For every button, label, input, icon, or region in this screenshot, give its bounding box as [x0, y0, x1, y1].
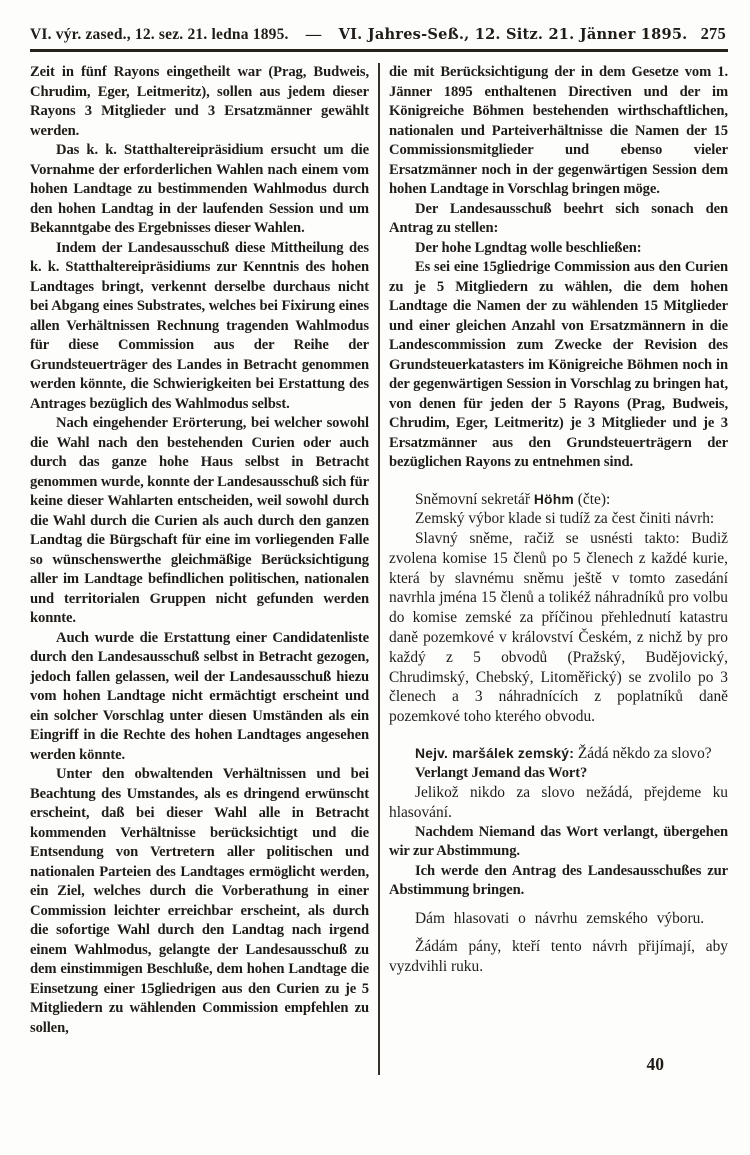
header-page-number: 275 [700, 24, 726, 43]
paragraph-german: Zeit in fünf Rayons eingetheilt war (Prag, Budweis, Chrudim, Eger, Leitmeritz), sollen aus jedem dieser Rayons 3 Mitglieder und 3 Ersatzmänner gewählt werden. [30, 64, 369, 139]
right-column [380, 63, 728, 1087]
paragraph-german: Verlangt Jemand das Wort? [415, 764, 588, 781]
speaker-heading [389, 490, 728, 510]
speaker-title: Sněmovní sekretář [415, 490, 534, 508]
marshal-title: Nejv. maršálek zemský: [415, 745, 575, 762]
marshal-question: Žádá někdo za slovo? [574, 745, 712, 763]
left-column [30, 63, 378, 1087]
paragraph-german: Nach eingehender Erörterung, bei welcher sowohl die Wahl nach den bestehenden Curien oder auch durch das ganze hohe Haus selbst in Betracht genommen wurde, konnte der Landesausschuß sich für keine dieser Wahlarten entscheiden, weil sowohl durch die Wahl durch die Curien als auch durch den ganzen Landtag die Bürgschaft für eine im vorliegenden Falle so wünschenswerthe gleichmäßige Berücksichtigung aller im Landtage befindlichen politischen, nationalen und territorialen Gruppen nicht gefunden werden konnte. [30, 415, 369, 626]
paragraph-german: Ich werde den Antrag des Landesausschußes zur Abstimmung bringen. [389, 862, 728, 899]
sheet-signature-number: 40 [646, 1054, 664, 1074]
paragraph-czech: Zemský výbor klade si tudíž za čest činiti návrh: [415, 510, 715, 528]
paragraph-czech: Dám hlasovati o návrhu zemského výboru. [415, 909, 705, 927]
speaker-name: Höhm [533, 490, 574, 507]
paragraph-german: Es sei eine 15gliedrige Commission aus den Curien zu je 5 Mitgliedern zu wählen, die dem hohen Landtage die Namen der zu wählenden 15 Mitglieder und einer gleichen Anzahl von Ersatzmännern in die Landescommission zum Zwecke der Revision des Grundsteuerkatasters im Königreiche Böhmen noch in der gegenwärtigen Session in Vorschlag zu bringen hat, von denen für jeden der 5 Rayons (Prag, Budweis, Chrudim, Eger, Leitmeritz) je 3 Mitglieder und je 3 Ersatzmänner aus den Grundsteuerträgern der bezüglichen Rayons zu entnehmen sind. [389, 259, 728, 470]
paragraph-german: Der Landesausschuß beehrt sich sonach den Antrag zu stellen: [389, 200, 728, 236]
paragraph-german: Nachdem Niemand das Wort verlangt, übergehen wir zur Abstimmung. [389, 823, 728, 860]
paragraph-czech: Žádám pány, kteří tento návrh přijímají, aby vyzdvihli ruku. [389, 937, 728, 975]
two-column-text-block [30, 63, 728, 1087]
paragraph-czech: Jelikož nikdo za slovo nežádá, přejdeme ku hlasování. [389, 784, 728, 822]
page-header [30, 24, 728, 49]
paragraph-german: Indem der Landesausschuß diese Mittheilung des k. k. Statthaltereipräsidiums zur Kenntnis des hohen Landtages bringt, verkennt derselbe durchaus nicht bei Abgang eines Substrates, welches bei Fixirung eines allen Verhältnissen Rechnung tragenden Wahlmodus für diese Commission aus der Reihe der Grundsteuerträger des Landes in Betracht genommen werden könnte, die Schwierigkeiten bei Erstattung des Antrages bezüglich des Wahlmodus selbst. [30, 239, 369, 412]
paragraph-german: die mit Berücksichtigung der in dem Gesetze vom 1. Jänner 1895 enthaltenen Directiven und der im Königreiche Böhmen bestehenden wirthschaftlichen, nationalen und Parteiverhältnisse die Namen der 15 Commissionsmitglieder und ebenso vieler Ersatzmänner noch in der gegenwärtigen Session dem hohen Landtage in Vorschlag bringen möge. [389, 64, 728, 197]
header-separator: — [305, 26, 322, 43]
speaker-action: (čte): [573, 490, 611, 508]
paragraph-czech: Slavný sněme, račiž se usnésti takto: Budiž zvolena komise 15 členů po 5 členech z každé kurie, která by slavnému sněmu ještě v tomto zasedání navrhla jména 15 členů a tolikéž náhradníků pro volbu do komise zemské za příčinou přehlednutí katastru daně pozemkové v království Českém, z nichž by pro každý z 5 obvodů (Pražský, Budějovický, Chrudimský, Chebský, Litoměřický) se zvolilo po 3 členech a 3 náhradnících z poplatníků daně pozemkové toho kterého obvodu. [389, 530, 728, 726]
paragraph-german: Unter den obwaltenden Verhältnissen und bei Beachtung des Umstandes, als es dringend erwünscht erscheint, daß bei dieser Wahl alle in Betracht kommenden Verhältnisse berücksichtigt und die Entsendung von Vertretern aller politischen und nationalen Parteien des Landtages ermöglicht werden, ein Ziel, welches durch die Vorberathung in einer Commission leichter erreichbar erscheint, als durch die sofortige Wahl durch den Landtag nach irgend einem Wahlmodus, gelangte der Landesausschuß zu dem einstimmigen Beschluße, dem hohen Landtage die Einsetzung einer 15gliedrigen aus den Curien zu je 5 Mitgliedern zu wählenden Commission empfehlen zu sollen, [30, 766, 369, 1036]
marshal-heading [389, 744, 728, 764]
paragraph-german: Das k. k. Statthaltereipräsidium ersucht um die Vornahme der erforderlichen Wahlen nach einem vom hohen Landtage zu bestimmenden Wahlmodus durch den hohen Landtag in der laufenden Session und um Bekanntgabe des Ergebnisses dieser Wahlen. [30, 142, 369, 236]
header-czech-session: VI. výr. zased., 12. sez. 21. ledna 1895. [30, 26, 289, 43]
paragraph-german: Auch wurde die Erstattung einer Candidatenliste durch den Landesausschuß selbst in Betracht gezogen, jedoch fallen gelassen, weil der Landesausschuß hiezu vom hohen Landtage nicht ermächtigt erscheint und ein solcher Vorschlag unter diesen Umständen als ein Eingriff in die Rechte des hohen Landtages angesehen werden könnte. [30, 629, 369, 763]
paragraph-german: Der hohe Lgndtag wolle beschließen: [415, 239, 642, 256]
header-german-session: VI. Jahres-Seß., 12. Sitz. 21. Jänner 1895. [338, 26, 688, 43]
header-rule [30, 49, 728, 52]
